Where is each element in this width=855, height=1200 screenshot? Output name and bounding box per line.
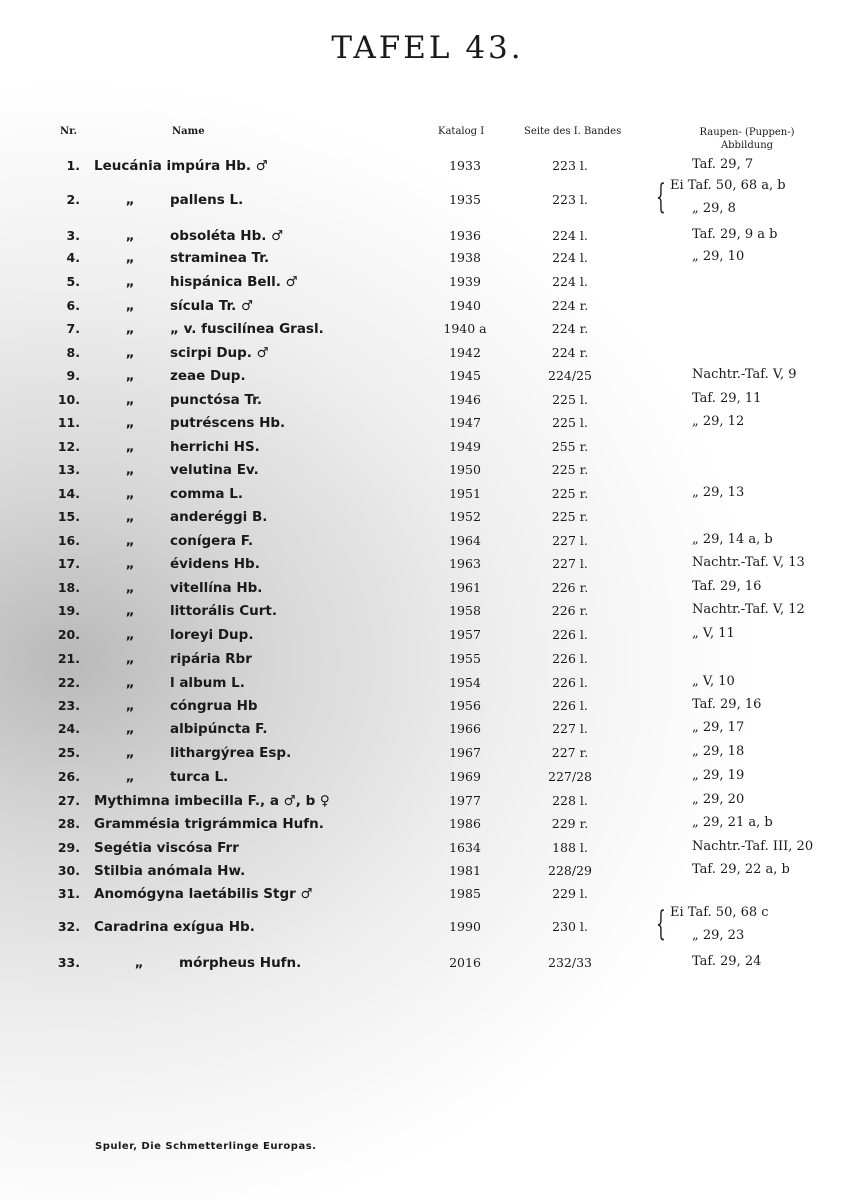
illustration-line: „ 29, 13: [692, 485, 745, 500]
katalog-number: 1949: [449, 439, 481, 454]
katalog-number: 1986: [449, 816, 481, 831]
ditto-mark: „: [125, 675, 135, 691]
katalog-number: 1634: [449, 840, 481, 855]
species-epithet: albipúncta F.: [170, 721, 268, 737]
illustration-line: „ 29, 10: [692, 249, 745, 264]
illustration-line: „ 29, 12: [692, 414, 745, 429]
row-number: 27.: [57, 793, 80, 808]
ditto-mark: „: [125, 228, 135, 244]
table-row: [0, 745, 855, 768]
species-name: [94, 321, 324, 337]
page-reference: 225 r.: [551, 462, 589, 477]
row-number: 1.: [66, 158, 80, 173]
page-reference: 224 l.: [552, 250, 588, 265]
species-epithet: putréscens Hb.: [170, 415, 286, 431]
ditto-mark: „: [125, 603, 135, 619]
table-row: [0, 955, 855, 978]
ditto-mark: „: [125, 415, 135, 431]
ditto-mark: „: [125, 192, 135, 208]
katalog-number: 1942: [449, 345, 481, 360]
header-raupen-line1: Raupen- (Puppen-): [699, 127, 795, 138]
species-name: [94, 298, 253, 314]
species-name: [94, 627, 253, 643]
species-epithet: conígera F.: [170, 533, 254, 549]
row-number: 31.: [57, 886, 80, 901]
table-row: [0, 556, 855, 579]
katalog-number: 1933: [449, 158, 481, 173]
ditto-mark: „: [125, 298, 135, 314]
page-reference: 227 l.: [552, 721, 588, 736]
page-reference: 224 r.: [551, 321, 589, 336]
table-row: [0, 177, 855, 217]
table-row: [0, 675, 855, 698]
page-reference: 224 r.: [551, 345, 589, 360]
table-row: [0, 250, 855, 273]
row-number: 21.: [57, 651, 80, 666]
katalog-number: 1938: [449, 250, 481, 265]
species-name: [94, 651, 252, 667]
species-epithet: hispánica Bell. ♂: [170, 274, 298, 290]
katalog-number: 1950: [449, 462, 481, 477]
row-number: 24.: [57, 721, 80, 736]
ditto-mark: „: [125, 486, 135, 502]
header-name: Name: [172, 126, 205, 137]
page-reference: 226 r.: [551, 603, 589, 618]
species-name: [94, 509, 267, 525]
illustration-line: Taf. 29, 22 a, b: [692, 862, 790, 877]
illustration-line: „ V, 11: [692, 626, 735, 641]
species-epithet: velutina Ev.: [170, 462, 259, 478]
table-row: [0, 863, 855, 886]
katalog-number: 1977: [449, 793, 481, 808]
genus-name: Mythimna: [94, 793, 175, 809]
katalog-number: 1957: [449, 627, 481, 642]
page-reference: 230 l.: [552, 919, 588, 934]
genus-name: Anomógyna: [94, 886, 189, 902]
illustration-line: Nachtr.-Taf. V, 12: [692, 602, 805, 617]
ditto-mark: „: [125, 745, 135, 761]
species-epithet: évidens Hb.: [170, 556, 260, 572]
table-row: [0, 298, 855, 321]
species-epithet: laetábilis Stgr ♂: [188, 886, 313, 902]
row-number: 20.: [57, 627, 80, 642]
header-katalog: Katalog I: [438, 126, 485, 137]
ditto-mark: „: [125, 462, 135, 478]
row-number: 32.: [57, 919, 80, 934]
table-row: [0, 580, 855, 603]
species-name: [94, 816, 324, 832]
row-number: 9.: [66, 368, 80, 383]
illustration-line: „ 29, 17: [692, 720, 745, 735]
species-epithet: obsoléta Hb. ♂: [170, 228, 284, 244]
row-number: 17.: [57, 556, 80, 571]
katalog-number: 1945: [449, 368, 481, 383]
species-epithet: sícula Tr. ♂: [170, 298, 254, 314]
page-reference: 188 l.: [552, 840, 588, 855]
species-name: [94, 556, 260, 572]
species-epithet: punctósa Tr.: [170, 392, 263, 408]
katalog-number: 1940 a: [443, 321, 487, 336]
katalog-number: 1939: [449, 274, 481, 289]
page-reference: 224 r.: [551, 298, 589, 313]
page-reference: 225 r.: [551, 486, 589, 501]
header-seite: Seite des I. Bandes: [524, 126, 622, 137]
page-reference: 226 l.: [552, 627, 588, 642]
species-epithet: turca L.: [170, 769, 229, 785]
table-row: [0, 415, 855, 438]
row-number: 33.: [57, 955, 80, 970]
row-number: 16.: [57, 533, 80, 548]
row-number: 23.: [57, 698, 80, 713]
ditto-mark: „: [125, 368, 135, 384]
page-reference: 229 l.: [552, 886, 588, 901]
species-epithet: vitellína Hb.: [170, 580, 263, 596]
illustration-line: Nachtr.-Taf. V, 9: [692, 367, 797, 382]
illustration-line: „ V, 10: [692, 674, 735, 689]
katalog-number: 1990: [449, 919, 481, 934]
species-epithet: ripária Rbr: [170, 651, 252, 667]
row-number: 25.: [57, 745, 80, 760]
illustration-line: Ei Taf. 50, 68 a, b: [670, 178, 786, 193]
species-epithet: cóngrua Hb: [170, 698, 258, 714]
katalog-number: 1946: [449, 392, 481, 407]
page-reference: 225 l.: [552, 392, 588, 407]
table-row: [0, 345, 855, 368]
species-epithet: straminea Tr.: [170, 250, 270, 266]
katalog-number: 1952: [449, 509, 481, 524]
species-name: [94, 486, 243, 502]
katalog-number: 1951: [449, 486, 481, 501]
katalog-number: 1961: [449, 580, 481, 595]
table-row: [0, 321, 855, 344]
page-reference: 227 l.: [552, 556, 588, 571]
genus-name: Grammésia: [94, 816, 185, 832]
species-epithet: comma L.: [170, 486, 243, 502]
species-epithet: anderéggi B.: [170, 509, 268, 525]
illustration-line-2: „ 29, 8: [692, 201, 736, 216]
species-name: [94, 603, 277, 619]
page-reference: 224/25: [548, 368, 592, 383]
table-row: [0, 698, 855, 721]
page-reference: 232/33: [548, 955, 592, 970]
table-row: [0, 274, 855, 297]
table-row: [0, 793, 855, 816]
species-epithet: scirpi Dup. ♂: [170, 345, 269, 361]
katalog-number: 1947: [449, 415, 481, 430]
illustration-line-2: „ 29, 23: [692, 928, 745, 943]
illustration-line: „ 29, 21 a, b: [692, 815, 773, 830]
footer-citation: Spuler, Die Schmetterlinge Europas.: [95, 1141, 317, 1152]
bracket-mark: {: [655, 904, 666, 944]
page-title: TAFEL 43.: [331, 30, 524, 66]
row-number: 2.: [66, 192, 80, 207]
katalog-number: 1956: [449, 698, 481, 713]
katalog-number: 1985: [449, 886, 481, 901]
species-name: [94, 675, 245, 691]
katalog-number: 1967: [449, 745, 481, 760]
species-name: [94, 392, 262, 408]
table-row: [0, 368, 855, 391]
illustration-line: „ 29, 19: [692, 768, 745, 783]
table-row: [0, 816, 855, 839]
page-reference: 226 l.: [552, 698, 588, 713]
illustration-line: Taf. 29, 7: [692, 157, 754, 172]
ditto-mark: „: [125, 580, 135, 596]
illustration-line: „ 29, 20: [692, 792, 745, 807]
katalog-number: 1935: [449, 192, 481, 207]
row-number: 6.: [66, 298, 80, 313]
species-epithet: viscósa Frr: [156, 840, 239, 856]
row-number: 29.: [57, 840, 80, 855]
page-reference: 226 l.: [552, 651, 588, 666]
species-name: [94, 368, 246, 384]
row-number: 4.: [66, 250, 80, 265]
page-reference: 228 l.: [552, 793, 588, 808]
ditto-mark: „: [125, 509, 135, 525]
table-row: [0, 439, 855, 462]
species-epithet: lithargýrea Esp.: [170, 745, 292, 761]
page-reference: 227/28: [548, 769, 592, 784]
row-number: 8.: [66, 345, 80, 360]
species-epithet: loreyi Dup.: [170, 627, 254, 643]
katalog-number: 1954: [449, 675, 481, 690]
row-number: 7.: [66, 321, 80, 336]
table-row: [0, 769, 855, 792]
page-reference: 225 l.: [552, 415, 588, 430]
katalog-number: 1936: [449, 228, 481, 243]
table-row: [0, 603, 855, 626]
page-reference: 225 r.: [551, 509, 589, 524]
ditto-mark: „: [134, 955, 144, 971]
species-name: [94, 919, 255, 935]
katalog-number: 1969: [449, 769, 481, 784]
katalog-number: 1966: [449, 721, 481, 736]
page-reference: 226 l.: [552, 675, 588, 690]
illustration-line: Taf. 29, 24: [692, 954, 762, 969]
species-epithet: zeae Dup.: [170, 368, 246, 384]
page-reference: 224 l.: [552, 228, 588, 243]
illustration-line: „ 29, 14 a, b: [692, 532, 773, 547]
illustration-line: Taf. 29, 9 a b: [692, 227, 778, 242]
ditto-mark: „: [125, 769, 135, 785]
page-reference: 228/29: [548, 863, 592, 878]
species-name: [94, 698, 258, 714]
species-name: [94, 745, 291, 761]
ditto-mark: „: [125, 721, 135, 737]
species-epithet: pallens L.: [170, 192, 244, 208]
katalog-number: 1963: [449, 556, 481, 571]
species-epithet: „ v. fuscilínea Grasl.: [170, 321, 324, 337]
katalog-number: 2016: [449, 955, 481, 970]
row-number: 22.: [57, 675, 80, 690]
species-epithet: exígua Hb.: [173, 919, 255, 935]
page-reference: 223 l.: [552, 192, 588, 207]
species-epithet: trigrámmica Hufn.: [184, 816, 324, 832]
ditto-mark: „: [125, 392, 135, 408]
species-name: [94, 533, 253, 549]
table-row: [0, 840, 855, 863]
table-row: [0, 462, 855, 485]
katalog-number: 1964: [449, 533, 481, 548]
header-raupen-line2: Abbildung: [720, 140, 774, 151]
ditto-mark: „: [125, 439, 135, 455]
table-row: [0, 228, 855, 251]
table-row: [0, 904, 855, 944]
illustration-line: „ 29, 18: [692, 744, 745, 759]
species-epithet: l album L.: [170, 675, 245, 691]
bracket-mark: {: [655, 177, 666, 217]
species-epithet: impúra Hb. ♂: [166, 158, 268, 174]
row-number: 30.: [57, 863, 80, 878]
katalog-number: 1981: [449, 863, 481, 878]
species-name: [94, 415, 285, 431]
row-number: 26.: [57, 769, 80, 784]
row-number: 13.: [57, 462, 80, 477]
page-reference: 227 r.: [551, 745, 589, 760]
ditto-mark: „: [125, 345, 135, 361]
species-name: [94, 192, 243, 208]
species-name: [94, 721, 268, 737]
table-row: [0, 651, 855, 674]
ditto-mark: „: [125, 556, 135, 572]
row-number: 11.: [57, 415, 80, 430]
table-row: [0, 509, 855, 532]
illustration-line: Ei Taf. 50, 68 c: [670, 905, 769, 920]
illustration-line: Taf. 29, 11: [692, 391, 762, 406]
ditto-mark: „: [125, 533, 135, 549]
table-row: [0, 392, 855, 415]
page-reference: 226 r.: [551, 580, 589, 595]
row-number: 19.: [57, 603, 80, 618]
katalog-number: 1958: [449, 603, 481, 618]
row-number: 14.: [57, 486, 80, 501]
species-name: [94, 274, 298, 290]
ditto-mark: „: [125, 627, 135, 643]
page-reference: 229 r.: [551, 816, 589, 831]
species-epithet: anómala Hw.: [147, 863, 246, 879]
illustration-line: Nachtr.-Taf. V, 13: [692, 555, 805, 570]
row-number: 5.: [66, 274, 80, 289]
row-number: 12.: [57, 439, 80, 454]
species-name: [94, 769, 228, 785]
illustration-line: Nachtr.-Taf. III, 20: [692, 839, 814, 854]
katalog-number: 1955: [449, 651, 481, 666]
ditto-mark: „: [125, 698, 135, 714]
species-name: [94, 462, 259, 478]
page-reference: 224 l.: [552, 274, 588, 289]
row-number: 15.: [57, 509, 80, 524]
row-number: 3.: [66, 228, 80, 243]
species-epithet: imbecilla F., a ♂, b ♀: [174, 793, 330, 809]
species-name: [94, 863, 245, 879]
species-name: [94, 886, 313, 902]
ditto-mark: „: [125, 274, 135, 290]
genus-name: Segétia: [94, 840, 157, 856]
katalog-number: 1940: [449, 298, 481, 313]
table-row: [0, 486, 855, 509]
species-name: [94, 580, 262, 596]
table-row: [0, 533, 855, 556]
ditto-mark: „: [125, 651, 135, 667]
genus-name: Stilbia: [94, 863, 148, 879]
ditto-mark: „: [125, 250, 135, 266]
row-number: 18.: [57, 580, 80, 595]
species-name: [94, 793, 330, 809]
species-name: [94, 345, 269, 361]
genus-name: Leucánia: [94, 158, 167, 174]
species-name: [94, 439, 260, 455]
page-reference: 223 l.: [552, 158, 588, 173]
table-row: [0, 627, 855, 650]
species-epithet: littorális Curt.: [170, 603, 277, 619]
species-name: [94, 840, 239, 856]
species-name: [94, 250, 269, 266]
species-name: [94, 158, 268, 174]
row-number: 28.: [57, 816, 80, 831]
row-number: 10.: [57, 392, 80, 407]
ditto-mark: „: [125, 321, 135, 337]
genus-name: Caradrina: [94, 919, 174, 935]
page-reference: 255 r.: [551, 439, 589, 454]
species-name: [94, 228, 283, 244]
species-epithet: mórpheus Hufn.: [179, 955, 302, 971]
table-row: [0, 721, 855, 744]
species-name: [94, 955, 301, 971]
species-epithet: herrichi HS.: [170, 439, 260, 455]
illustration-line: Taf. 29, 16: [692, 579, 762, 594]
page-reference: 227 l.: [552, 533, 588, 548]
header-nr: Nr.: [60, 126, 77, 137]
illustration-line: Taf. 29, 16: [692, 697, 762, 712]
